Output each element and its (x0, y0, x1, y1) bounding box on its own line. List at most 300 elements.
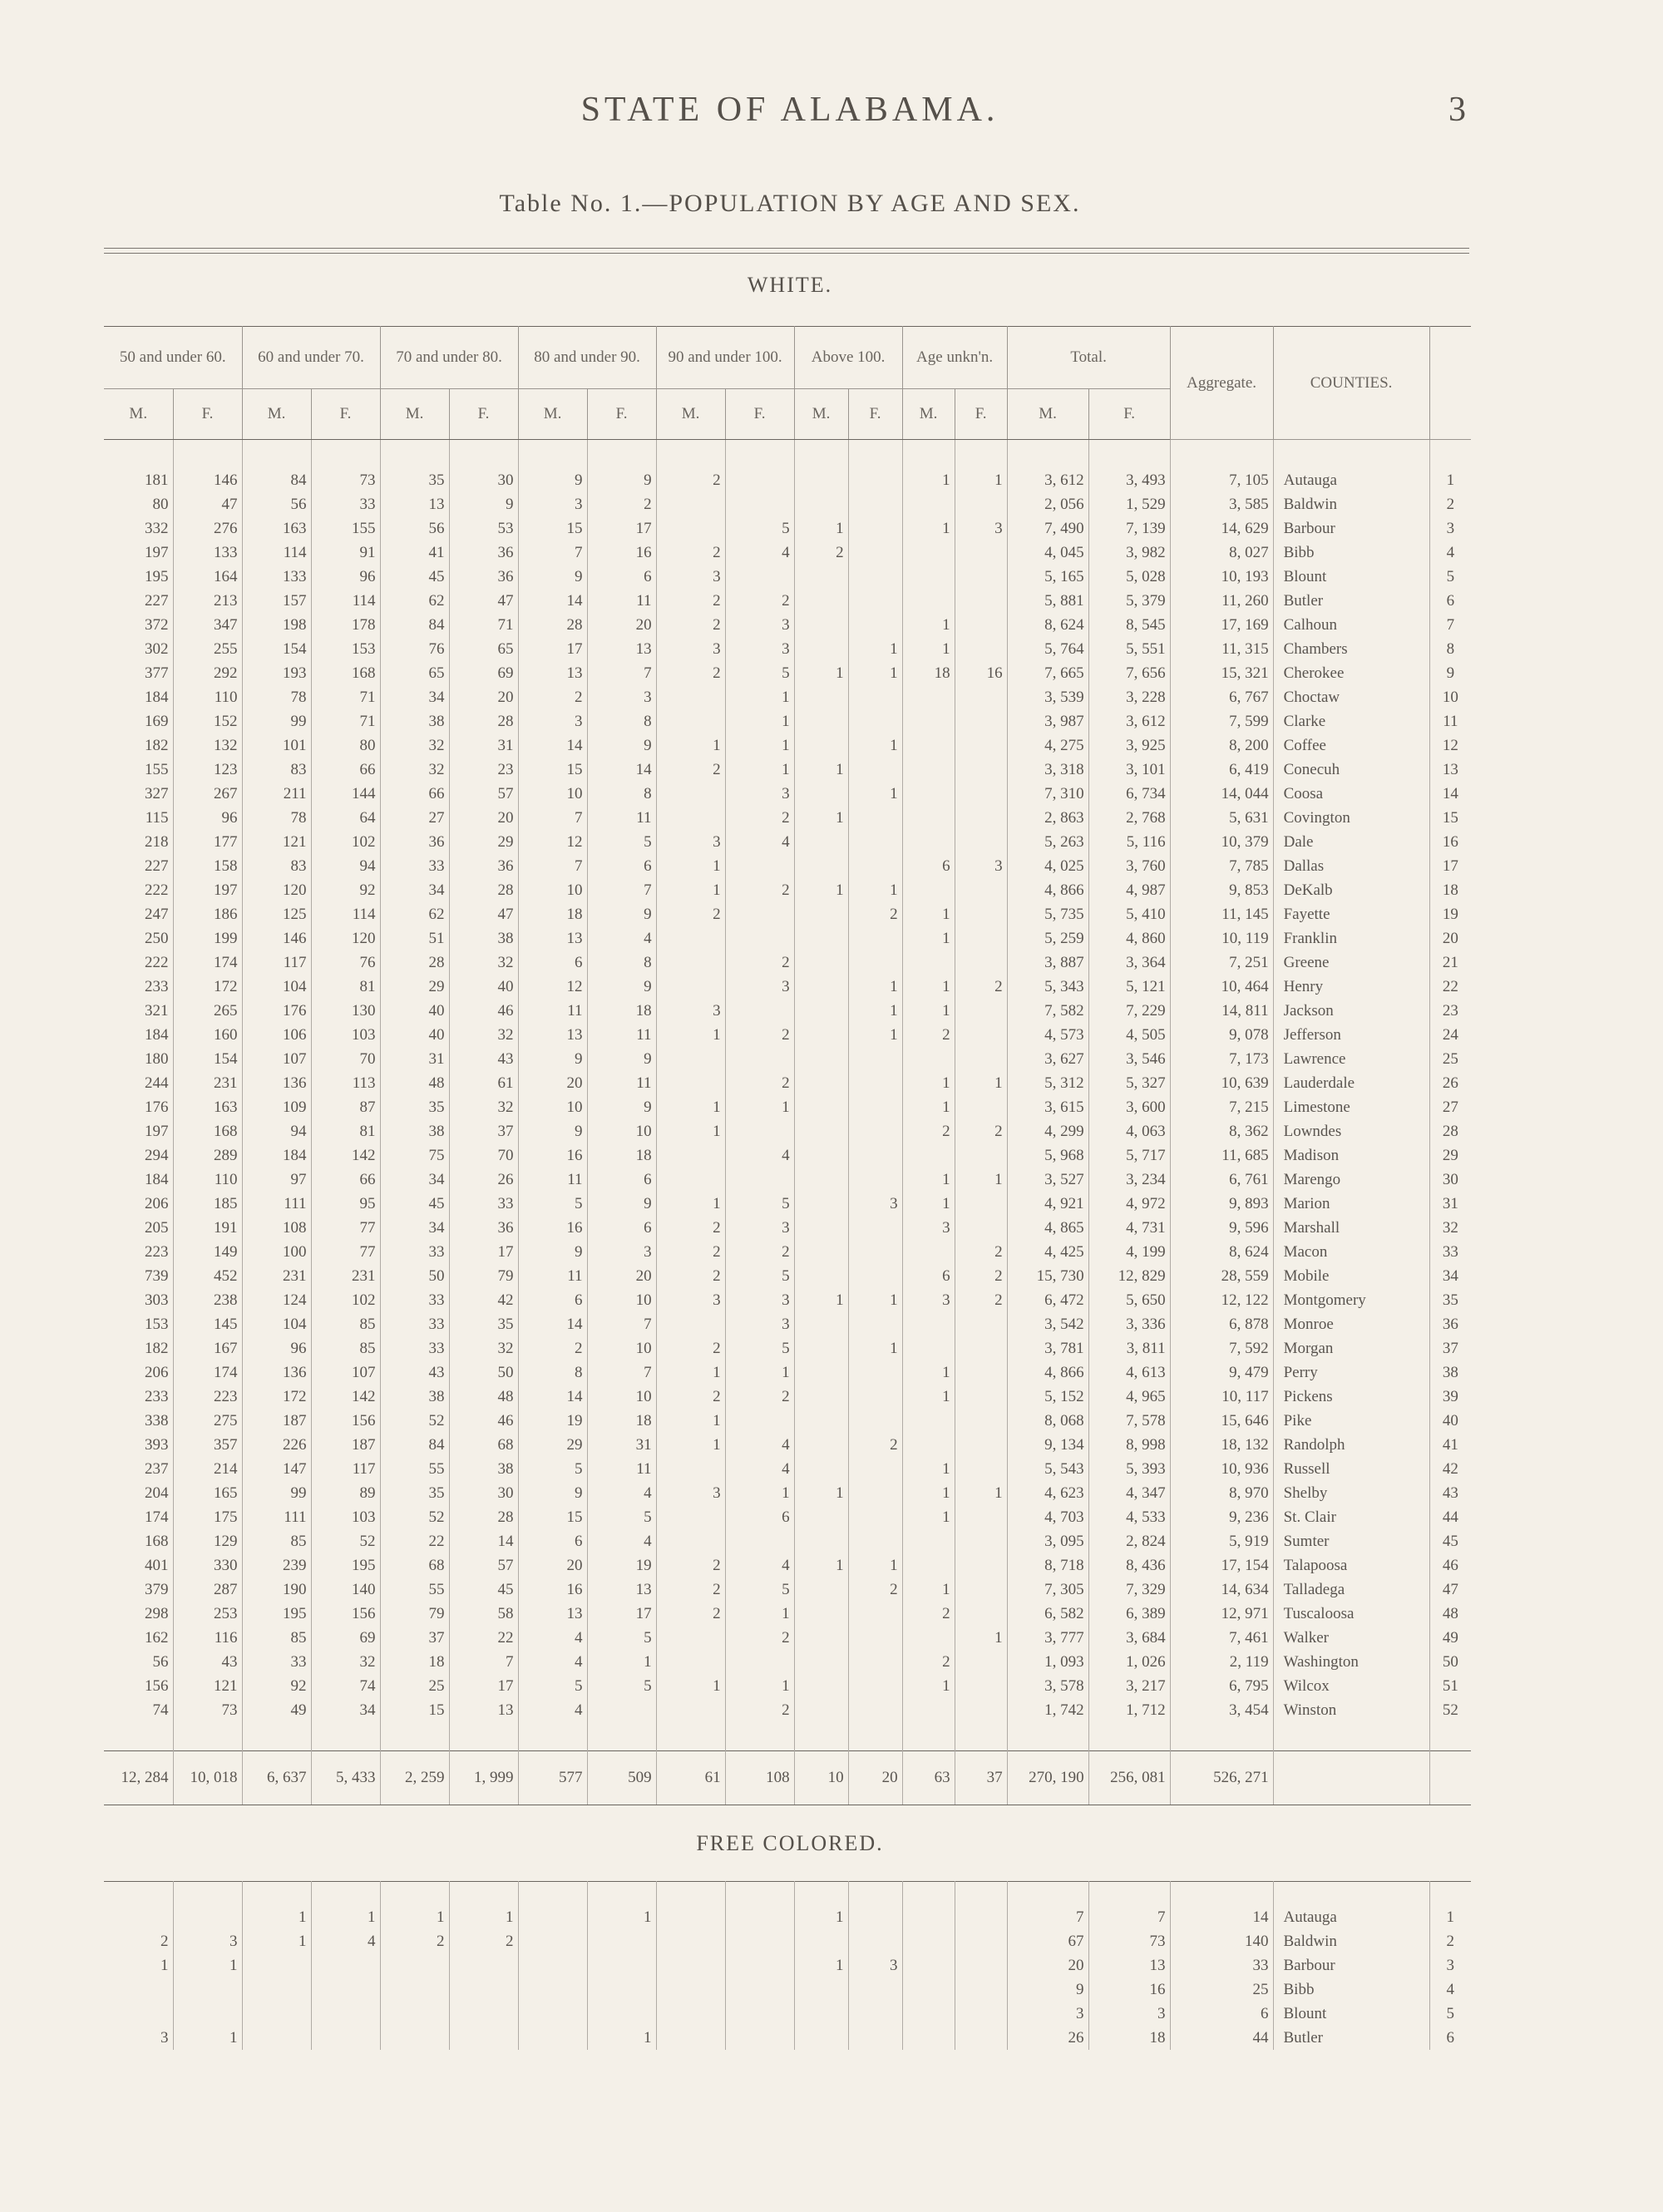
value-cell (955, 926, 1007, 950)
value-cell: 5, 735 (1007, 902, 1088, 926)
table-row (104, 1977, 1471, 2002)
value-cell: 9 (518, 1047, 587, 1071)
table-row (104, 1143, 1471, 1168)
value-cell (725, 2026, 794, 2050)
value-cell: 6 (587, 565, 656, 589)
value-cell: 5 (725, 661, 794, 685)
value-cell: 114 (242, 541, 311, 565)
value-cell: 4 (311, 1929, 380, 1953)
spacer-cell (587, 440, 656, 469)
county-name: Dallas (1273, 854, 1429, 878)
value-cell: 100 (242, 1240, 311, 1264)
value-cell: 9 (1007, 1977, 1088, 2002)
value-cell (848, 1119, 902, 1143)
value-cell (955, 1023, 1007, 1047)
spacer-cell (518, 1722, 587, 1751)
spacer-cell (955, 1882, 1007, 1906)
county-name: Coosa (1273, 782, 1429, 806)
value-cell: 14 (518, 1385, 587, 1409)
value-cell (955, 878, 1007, 902)
value-cell (656, 1071, 725, 1095)
value-cell: 120 (311, 926, 380, 950)
value-cell: 7 (1088, 1905, 1170, 1929)
value-cell (794, 926, 848, 950)
value-cell: 167 (173, 1336, 242, 1360)
value-cell: 14 (518, 1312, 587, 1336)
page-number: 3 (1448, 91, 1466, 129)
value-cell: 130 (311, 999, 380, 1023)
county-name: Clarke (1273, 709, 1429, 733)
value-cell: 4 (518, 1698, 587, 1722)
value-cell: 3 (656, 1288, 725, 1312)
county-name: Bibb (1273, 1977, 1429, 2002)
value-cell: 14 (587, 758, 656, 782)
value-cell (794, 1626, 848, 1650)
value-cell: 102 (311, 1288, 380, 1312)
value-cell: 152 (173, 709, 242, 733)
value-cell (725, 1977, 794, 2002)
value-cell: 5, 263 (1007, 830, 1088, 854)
value-cell: 125 (242, 902, 311, 926)
value-cell: 45 (380, 1192, 449, 1216)
value-cell (794, 637, 848, 661)
value-cell: 32 (380, 758, 449, 782)
value-cell: 289 (173, 1143, 242, 1168)
value-cell: 175 (173, 1505, 242, 1529)
county-name: Perry (1273, 1360, 1429, 1385)
table-row (104, 1360, 1471, 1385)
value-cell: 1 (725, 733, 794, 758)
value-cell: 41 (380, 541, 449, 565)
table-row (104, 589, 1471, 613)
table-row (104, 1168, 1471, 1192)
value-cell (725, 1929, 794, 1953)
value-cell (848, 1095, 902, 1119)
county-name: Talladega (1273, 1578, 1429, 1602)
value-cell: 1 (656, 854, 725, 878)
county-index: 30 (1442, 1170, 1458, 1188)
value-cell: 226 (242, 1433, 311, 1457)
value-cell (518, 1977, 587, 2002)
value-cell: 8 (587, 709, 656, 733)
table-row (104, 926, 1471, 950)
table-row (104, 1288, 1471, 1312)
value-cell (848, 806, 902, 830)
value-cell: 109 (242, 1095, 311, 1119)
value-cell (794, 1505, 848, 1529)
value-cell: 2 (656, 661, 725, 685)
value-cell: 5 (725, 516, 794, 541)
spacer-cell (1088, 440, 1170, 469)
spacer-cell (104, 440, 173, 469)
county-name: Chambers (1273, 637, 1429, 661)
value-cell: 32 (380, 733, 449, 758)
value-cell: 9 (518, 1240, 587, 1264)
value-cell (656, 975, 725, 999)
value-cell (902, 733, 955, 758)
aggregate-cell: 7, 599 (1170, 709, 1273, 733)
spacer-row (104, 1722, 1471, 1751)
spacer-cell (794, 1722, 848, 1751)
value-cell: 255 (173, 637, 242, 661)
value-cell: 33 (380, 1336, 449, 1360)
value-cell (902, 565, 955, 589)
value-cell: 253 (173, 1602, 242, 1626)
value-cell: 96 (242, 1336, 311, 1360)
value-cell (955, 1602, 1007, 1626)
aggregate-cell: 8, 970 (1170, 1481, 1273, 1505)
spacer-cell (242, 1882, 311, 1906)
value-cell: 142 (311, 1385, 380, 1409)
table-row (104, 1698, 1471, 1722)
county-index: 19 (1442, 905, 1458, 923)
value-cell: 4, 613 (1088, 1360, 1170, 1385)
value-cell: 5 (725, 1336, 794, 1360)
value-cell: 18 (587, 1409, 656, 1433)
value-cell: 10 (587, 1119, 656, 1143)
value-cell: 5 (518, 1674, 587, 1698)
value-cell (242, 2002, 311, 2026)
value-cell (794, 1433, 848, 1457)
value-cell: 199 (173, 926, 242, 950)
value-cell: 69 (311, 1626, 380, 1650)
value-cell (848, 950, 902, 975)
value-cell (518, 1929, 587, 1953)
value-cell: 5, 379 (1088, 589, 1170, 613)
value-cell: 147 (242, 1457, 311, 1481)
value-cell (725, 468, 794, 492)
value-cell (380, 1977, 449, 2002)
value-cell: 79 (380, 1602, 449, 1626)
value-cell: 247 (104, 902, 173, 926)
value-cell: 239 (242, 1553, 311, 1578)
value-cell (848, 516, 902, 541)
value-cell (955, 1929, 1007, 1953)
column-group-header (104, 327, 1471, 389)
value-cell: 11 (518, 1168, 587, 1192)
county-index: 27 (1442, 1098, 1458, 1116)
value-cell (794, 733, 848, 758)
value-cell: 13 (587, 637, 656, 661)
value-cell: 2 (902, 1023, 955, 1047)
value-cell: 186 (173, 902, 242, 926)
county-index: 6 (1446, 591, 1455, 610)
value-cell: 12, 829 (1088, 1264, 1170, 1288)
value-cell: 7 (518, 854, 587, 878)
value-cell (794, 1336, 848, 1360)
value-cell: 275 (173, 1409, 242, 1433)
total-cell: 37 (955, 1751, 1007, 1805)
running-title: STATE OF ALABAMA. (580, 91, 999, 129)
value-cell: 1 (955, 1071, 1007, 1095)
value-cell (725, 1650, 794, 1674)
value-cell: 195 (104, 565, 173, 589)
value-cell: 142 (311, 1143, 380, 1168)
value-cell: 28 (449, 1505, 518, 1529)
table-row (104, 782, 1471, 806)
value-cell: 4, 425 (1007, 1240, 1088, 1264)
value-cell (902, 1553, 955, 1578)
value-cell: 4 (725, 1143, 794, 1168)
table-row (104, 516, 1471, 541)
value-cell: 1 (848, 1288, 902, 1312)
value-cell: 10 (587, 1385, 656, 1409)
value-cell: 1 (955, 1481, 1007, 1505)
value-cell: 165 (173, 1481, 242, 1505)
value-cell: 28 (449, 709, 518, 733)
value-cell: 68 (449, 1433, 518, 1457)
county-name: Marshall (1273, 1216, 1429, 1240)
value-cell: 227 (104, 589, 173, 613)
table-row (104, 1602, 1471, 1626)
value-cell: 6 (902, 854, 955, 878)
spacer-cell (1429, 440, 1471, 469)
value-cell (848, 1481, 902, 1505)
value-cell (794, 830, 848, 854)
value-cell (725, 1119, 794, 1143)
value-cell: 9 (587, 1192, 656, 1216)
value-cell: 2 (587, 492, 656, 516)
value-cell (794, 1650, 848, 1674)
value-cell: 182 (104, 1336, 173, 1360)
aggregate-cell: 8, 200 (1170, 733, 1273, 758)
aggregate-cell: 140 (1170, 1929, 1273, 1953)
value-cell: 177 (173, 830, 242, 854)
value-cell (311, 1977, 380, 2002)
value-cell: 197 (173, 878, 242, 902)
value-cell: 7, 310 (1007, 782, 1088, 806)
value-cell: 40 (449, 975, 518, 999)
value-cell: 45 (449, 1578, 518, 1602)
county-index: 1 (1446, 471, 1455, 489)
value-cell: 3 (173, 1929, 242, 1953)
county-index: 47 (1442, 1580, 1458, 1598)
spacer-cell (242, 1722, 311, 1751)
county-name: Autauga (1273, 468, 1429, 492)
value-cell: 16 (1088, 1977, 1170, 2002)
value-cell: 154 (242, 637, 311, 661)
value-cell: 180 (104, 1047, 173, 1071)
value-cell: 3 (656, 565, 725, 589)
value-cell: 92 (311, 878, 380, 902)
value-cell: 133 (242, 565, 311, 589)
aggregate-cell: 28, 559 (1170, 1264, 1273, 1288)
value-cell: 330 (173, 1553, 242, 1578)
sex-label: M. (902, 389, 955, 440)
spacer-cell (656, 1722, 725, 1751)
value-cell (242, 2026, 311, 2050)
value-cell: 35 (380, 1095, 449, 1119)
value-cell: 47 (449, 902, 518, 926)
value-cell: 1, 712 (1088, 1698, 1170, 1722)
spacer-cell (380, 1882, 449, 1906)
value-cell (794, 1023, 848, 1047)
county-name: Pike (1273, 1409, 1429, 1433)
county-index: 11 (1443, 712, 1458, 730)
county-index: 15 (1442, 808, 1458, 827)
aggregate-cell: 7, 105 (1170, 468, 1273, 492)
value-cell (848, 709, 902, 733)
value-cell: 3, 539 (1007, 685, 1088, 709)
spacer-cell (380, 1722, 449, 1751)
value-cell: 1 (848, 878, 902, 902)
value-cell (848, 1674, 902, 1698)
value-cell: 33 (311, 492, 380, 516)
value-cell: 2, 863 (1007, 806, 1088, 830)
value-cell: 1, 742 (1007, 1698, 1088, 1722)
value-cell: 3, 781 (1007, 1336, 1088, 1360)
value-cell: 2 (656, 1240, 725, 1264)
value-cell: 12 (518, 975, 587, 999)
column-group-label: 70 and under 80. (380, 327, 518, 389)
value-cell: 13 (380, 492, 449, 516)
value-cell: 35 (380, 1481, 449, 1505)
value-cell: 1 (848, 637, 902, 661)
value-cell: 4, 972 (1088, 1192, 1170, 1216)
value-cell (656, 2026, 725, 2050)
value-cell (902, 589, 955, 613)
value-cell: 102 (311, 830, 380, 854)
value-cell (955, 1505, 1007, 1529)
value-cell (173, 1977, 242, 2002)
value-cell: 206 (104, 1360, 173, 1385)
value-cell (955, 1457, 1007, 1481)
value-cell (173, 1905, 242, 1929)
value-cell: 9 (587, 468, 656, 492)
aggregate-cell: 33 (1170, 1953, 1273, 1977)
county-index: 39 (1442, 1387, 1458, 1405)
value-cell: 4, 731 (1088, 1216, 1170, 1240)
value-cell (955, 806, 1007, 830)
aggregate-cell: 6, 419 (1170, 758, 1273, 782)
value-cell: 8 (587, 782, 656, 806)
value-cell: 16 (587, 541, 656, 565)
value-cell: 3 (656, 999, 725, 1023)
value-cell: 2 (656, 1578, 725, 1602)
value-cell: 276 (173, 516, 242, 541)
sex-label: F. (449, 389, 518, 440)
value-cell: 3 (955, 854, 1007, 878)
value-cell (656, 806, 725, 830)
value-cell: 136 (242, 1360, 311, 1385)
value-cell: 33 (242, 1650, 311, 1674)
value-cell: 96 (311, 565, 380, 589)
value-cell: 2 (518, 1336, 587, 1360)
value-cell: 2 (104, 1929, 173, 1953)
aggregate-cell: 7, 461 (1170, 1626, 1273, 1650)
value-cell (955, 1698, 1007, 1722)
value-cell: 121 (173, 1674, 242, 1698)
value-cell: 2 (955, 1288, 1007, 1312)
value-cell (955, 1650, 1007, 1674)
county-index: 44 (1442, 1508, 1458, 1526)
value-cell: 393 (104, 1433, 173, 1457)
value-cell: 2 (725, 806, 794, 830)
value-cell: 1 (902, 1095, 955, 1119)
column-group-label: Age unkn'n. (902, 327, 1007, 389)
value-cell: 124 (242, 1288, 311, 1312)
county-name: Fayette (1273, 902, 1429, 926)
column-group-label: COUNTIES. (1273, 327, 1429, 440)
value-cell (955, 685, 1007, 709)
value-cell (725, 1905, 794, 1929)
value-cell: 5, 259 (1007, 926, 1088, 950)
value-cell: 14 (518, 733, 587, 758)
value-cell: 184 (104, 1168, 173, 1192)
value-cell (902, 830, 955, 854)
value-cell (902, 2002, 955, 2026)
value-cell: 140 (311, 1578, 380, 1602)
value-cell: 146 (173, 468, 242, 492)
spacer-cell (449, 440, 518, 469)
value-cell (955, 950, 1007, 975)
value-cell: 17 (518, 637, 587, 661)
county-name: Montgomery (1273, 1288, 1429, 1312)
spacer-cell (1273, 1722, 1429, 1751)
value-cell (794, 1168, 848, 1192)
value-cell (955, 565, 1007, 589)
value-cell: 1 (656, 1433, 725, 1457)
value-cell: 154 (173, 1047, 242, 1071)
value-cell: 9 (449, 492, 518, 516)
value-cell (380, 1953, 449, 1977)
value-cell: 27 (380, 806, 449, 830)
white-population-table (104, 326, 1471, 1805)
value-cell: 9 (518, 468, 587, 492)
county-name: Barbour (1273, 1953, 1429, 1977)
value-cell: 121 (242, 830, 311, 854)
value-cell: 28 (449, 878, 518, 902)
value-cell: 4, 505 (1088, 1023, 1170, 1047)
value-cell: 2 (725, 589, 794, 613)
value-cell: 4, 987 (1088, 878, 1170, 902)
value-cell: 15 (380, 1698, 449, 1722)
value-cell: 79 (449, 1264, 518, 1288)
value-cell: 5, 028 (1088, 565, 1170, 589)
section-title-white: WHITE. (747, 273, 833, 297)
value-cell: 176 (242, 999, 311, 1023)
value-cell (848, 1071, 902, 1095)
county-index: 51 (1442, 1676, 1458, 1695)
value-cell: 25 (380, 1674, 449, 1698)
value-cell (794, 2002, 848, 2026)
table-row (104, 1409, 1471, 1433)
value-cell (794, 950, 848, 975)
value-cell: 8 (587, 950, 656, 975)
spacer-cell (955, 1722, 1007, 1751)
value-cell: 2, 768 (1088, 806, 1170, 830)
value-cell: 2 (848, 1578, 902, 1602)
value-cell (955, 758, 1007, 782)
table-row (104, 733, 1471, 758)
value-cell: 34 (380, 878, 449, 902)
value-cell: 227 (104, 854, 173, 878)
value-cell (104, 1905, 173, 1929)
total-cell: 108 (725, 1751, 794, 1805)
value-cell: 3, 887 (1007, 950, 1088, 975)
value-cell: 8 (518, 1360, 587, 1385)
value-cell: 26 (1007, 2026, 1088, 2050)
value-cell: 4 (587, 926, 656, 950)
table-row (104, 1905, 1471, 1929)
value-cell: 3, 095 (1007, 1529, 1088, 1553)
value-cell: 51 (380, 926, 449, 950)
value-cell: 4 (587, 1529, 656, 1553)
value-cell: 2 (656, 468, 725, 492)
spacer-cell (1007, 1722, 1088, 1751)
spacer-cell (656, 440, 725, 469)
value-cell: 1 (656, 1119, 725, 1143)
